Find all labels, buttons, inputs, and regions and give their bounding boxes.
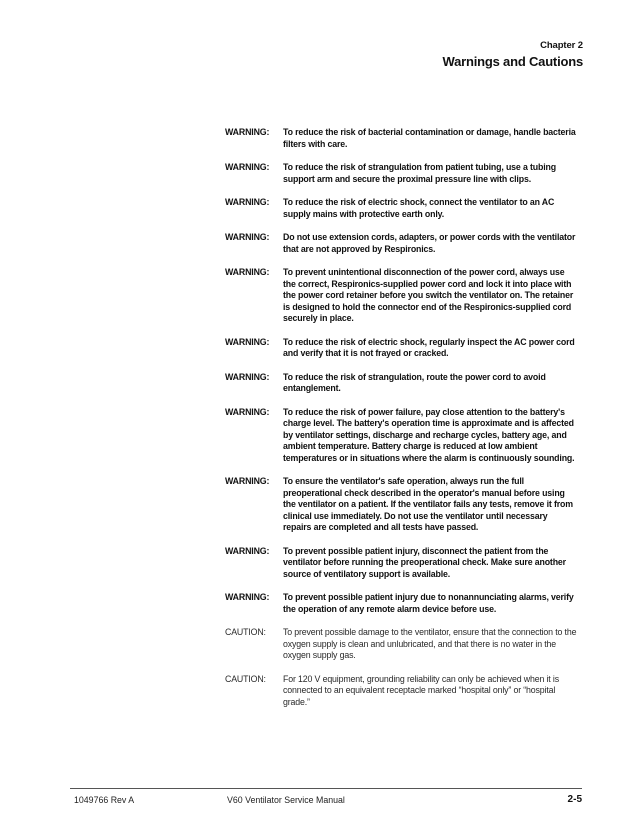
notice-type-label: WARNING:: [225, 127, 270, 137]
notice-text: To prevent possible patient injury, disconnect the patient from the ventilator before running the preoperational check. Make sure another source of ventilatory support is available.: [283, 545, 566, 579]
notice-item: [225, 674, 578, 709]
footer-doc-number: 1049766 Rev A: [74, 795, 135, 805]
notice-item: [225, 337, 578, 360]
notice-text: To prevent possible damage to the ventilator, ensure that the connection to the oxygen supply is clean and unlubricated, and that there is no water in the oxygen supply gas.: [283, 627, 577, 660]
notice-item: [225, 592, 578, 615]
notice-type-label: WARNING:: [225, 371, 270, 382]
notice-text: To reduce the risk of bacterial contamination or damage, handle bacteria filters with care.: [283, 127, 576, 149]
footer-manual-title: V60 Ventilator Service Manual: [227, 795, 345, 805]
notice-type-label: WARNING:: [225, 197, 270, 207]
chapter-label: Chapter 2: [540, 40, 583, 51]
notice-type-label: WARNING:: [225, 592, 270, 602]
notice-type-label: CAUTION:: [225, 627, 266, 637]
notice-item: [225, 197, 578, 220]
notice-text: To prevent possible patient injury due to nonannunciating alarms, verify the operation of any remote alarm device before use.: [283, 592, 574, 614]
notice-text: To reduce the risk of power failure, pay close attention to the battery's charge level. The battery's operation time is approximate and is affected by ventilator settings, discharge and recharge cycles, battery age, and ambient temperature. Battery charge is reduced at low ambient temperatures or in situations where the alarm is continuously sounding.: [283, 406, 575, 463]
notice-text: Do not use extension cords, adapters, or power cords with the ventilator that are not approved by Respironics.: [283, 232, 576, 254]
notice-item: [225, 546, 578, 581]
footer-page-number: 2-5: [567, 794, 582, 805]
notice-text: To prevent unintentional disconnection of the power cord, always use the correct, Respironics-supplied power cord and lock it into place with the power cord retainer before you switch the ventilator on. The retainer is designed to hold the connector end of the Respironics-supplied cord securely in place.: [283, 267, 574, 323]
notice-item: [225, 232, 578, 255]
notice-text: To reduce the risk of electric shock, connect the ventilator to an AC supply mains with protective earth only.: [283, 197, 555, 219]
notice-text: To reduce the risk of electric shock, regularly inspect the AC power cord and verify that it is not frayed or cracked.: [283, 336, 575, 358]
notice-item: [225, 407, 578, 465]
notice-type-label: WARNING:: [225, 336, 270, 347]
page-title: Warnings and Cautions: [442, 54, 583, 69]
notice-type-label: WARNING:: [225, 545, 270, 556]
notice-type-label: WARNING:: [225, 406, 270, 417]
notice-text: To reduce the risk of strangulation from patient tubing, use a tubing support arm and secure the proximal pressure line with clips.: [283, 162, 556, 184]
notice-item: [225, 476, 578, 534]
notices-list: [225, 127, 578, 720]
notice-type-label: WARNING:: [225, 267, 270, 277]
notice-text: To reduce the risk of strangulation, route the power cord to avoid entanglement.: [283, 371, 546, 393]
notice-item: [225, 267, 578, 325]
page-footer: [70, 788, 582, 805]
notice-text: For 120 V equipment, grounding reliability can only be achieved when it is connected to an equivalent receptacle marked “hospital only” or “hospital grade.”: [283, 673, 559, 707]
notice-item: [225, 372, 578, 395]
page-header: [443, 40, 584, 70]
notice-type-label: WARNING:: [225, 232, 270, 242]
notice-type-label: WARNING:: [225, 162, 270, 172]
notice-text: To ensure the ventilator's safe operation, always run the full preoperational check described in the operator's manual before using the ventilator on a patient. If the ventilator fails any tests, remove it from clinical use immediately. Do not use the ventilator until necessary repairs are completed and all tests have passed.: [283, 476, 573, 532]
notice-item: [225, 127, 578, 150]
notice-item: [225, 162, 578, 185]
notice-type-label: CAUTION:: [225, 673, 266, 684]
notice-item: [225, 627, 578, 662]
notice-type-label: WARNING:: [225, 476, 270, 486]
